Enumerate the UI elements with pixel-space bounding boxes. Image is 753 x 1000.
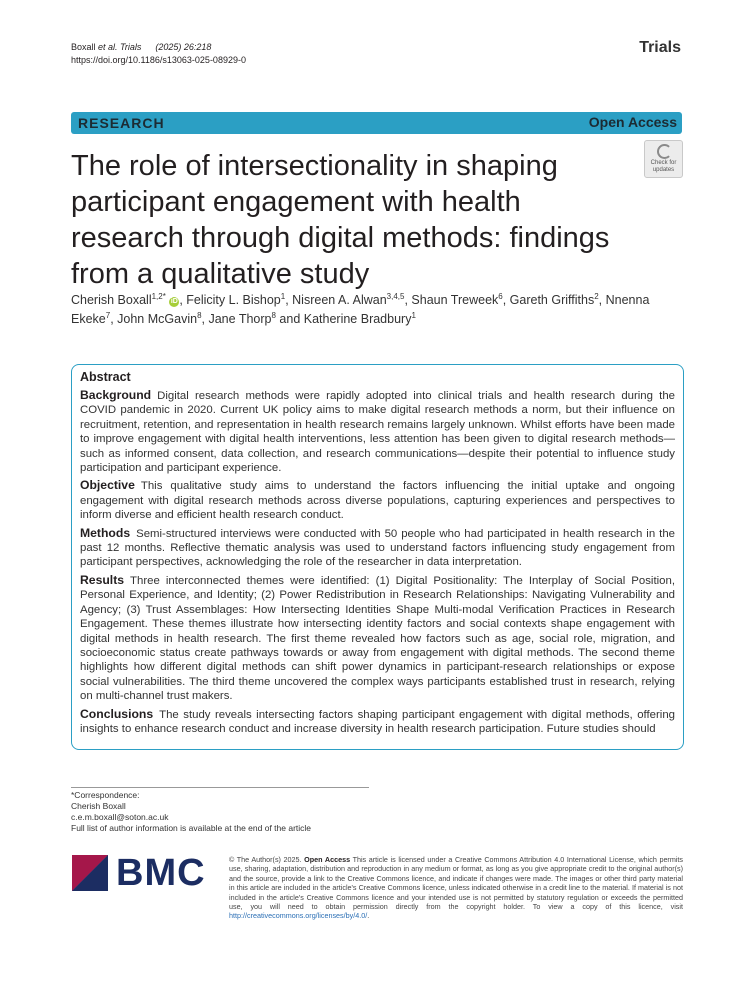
author-affiliation: 1,2*	[151, 291, 166, 301]
abstract-background: Background Digital research methods were rapidly adopted into clinical trials and health research during the COVID pandemic in 2020. Current UK policy aims to make digital research methods a norm, but their influence on recruitment, retention, and representation in health research remains largely unknown. Whilst efforts have been made to improve engagement with digital health interventions, less attention has been given to digital research methods—such as informed consent, data collection, and research communications—despite their potential to influence study participation and participant experience.	[80, 388, 675, 475]
author-affiliation: 2	[594, 291, 599, 301]
author-name: Felicity L. Bishop	[186, 293, 281, 307]
author-affiliation: 8	[271, 310, 276, 320]
abstract-heading: Abstract	[80, 370, 131, 384]
header-journal-short: et al. Trials	[98, 42, 142, 52]
header-author: Boxall	[71, 42, 99, 52]
author-name: Cherish Boxall	[71, 293, 152, 307]
author-affiliation: 1	[280, 291, 286, 301]
author-affiliation: 7	[105, 310, 111, 320]
bmc-logo-icon	[72, 855, 108, 891]
article-title: The role of intersectionality in shaping participant engagement with health research through digital methods: findings from a qualitative study	[71, 150, 610, 290]
abstract-box	[71, 364, 684, 750]
author-name: Jane Thorp	[208, 312, 272, 326]
check-for-updates-button[interactable]	[644, 140, 683, 178]
author-name: John McGavin	[117, 312, 198, 326]
footnote-divider	[71, 787, 369, 788]
check-for-updates-text: Check for updates	[650, 160, 677, 173]
author-affiliation: 3,4,5	[386, 291, 405, 301]
abstract-objective: Objective This qualitative study aims to understand the factors influencing the initial uptake and ongoing engagement with digital research methods across diverse populations, capturing experiences and perspectives to inform diverse and efficient health research conduct.	[80, 478, 675, 522]
header-doi[interactable]: https://doi.org/10.1186/s13063-025-08929-0	[71, 55, 246, 65]
license-text: © The Author(s) 2025. Open Access This article is licensed under a Creative Commons Attribution 4.0 International License, which permits use, sharing, adaptation, distribution and reproduction in any medium or format, as long as you give appropriate credit to the original author(s) and the source, provide a link to the Creative Commons licence, and indicate if changes were made. The images or other third party material in this article are included in the article's Creative Commons licence, unless indicated otherwise in a credit line to the material. If material is not included in the article's Creative Commons licence and your intended use is not permitted by statutory regulation or exceeds the permitted use, you will need to obtain permission directly from the copyright holder. To view a copy of this licence, visit http://creativecommons.org/licenses/by/4.0/.	[229, 855, 684, 921]
article-type-label: RESEARCH	[78, 115, 165, 131]
author-affiliation: 1	[411, 310, 416, 320]
correspondence-block	[71, 790, 311, 834]
author-name: Nnenna Ekeke	[71, 293, 650, 326]
author-name: Nisreen A. Alwan	[292, 293, 387, 307]
running-header	[71, 41, 246, 67]
author-info-note: Full list of author information is available at the end of the article	[71, 823, 312, 833]
correspondence-name: Cherish Boxall	[71, 801, 126, 811]
abstract-results: Results Three interconnected themes were identified: (1) Digital Positionality: The Interplay of Social Position, Personal Experience, and Identity; (2) Power Redistribution in Research Relationships: Navigating Vulnerability and Agency; (3) Trust Assemblages: How Intersecting Identities Shape Multi-modal Verification Practices in Research Engagement. These themes illustrate how intersecting identity factors and social contexts shape engagement with digital methods in health research. The first theme revealed how factors such as age, social role, migration, and socioeconomic status create pathways towards or away from engagement with digital methods. The second theme highlights how different digital methods can shift power dynamics in participant-research relationships or expose social vulnerabilities. The third theme uncovered the complex ways participants established trust in research, relying on multi-channel trust makers.	[80, 572, 675, 703]
correspondence-label: *Correspondence:	[71, 790, 140, 800]
refresh-icon	[657, 144, 672, 159]
author-affiliation: 8	[197, 310, 202, 320]
correspondence-email[interactable]: c.e.m.boxall@soton.ac.uk	[71, 812, 169, 822]
article-type-banner	[71, 112, 682, 134]
bmc-logo-text: BMC	[116, 852, 206, 894]
header-citation: (2025) 26:218	[155, 42, 212, 52]
author-name: Shaun Treweek	[411, 293, 499, 307]
author-list: Cherish Boxall$^{1,2*}$ iD , Felicity L. Bishop$^1$, Nisreen A. Alwan$^{3,4,5}$, Shaun Treweek$^6$, Gareth Griffiths$^2$, Nnenna Ekeke$^7$, John McGavin$^8$, Jane Thorp$^8$ and Katherine Bradbury$^1$	[71, 291, 650, 326]
abstract-methods: Methods Semi-structured interviews were conducted with 50 people who had participated in health research in the past 12 months. Reflective thematic analysis was used to understand factors influencing study engagement from participant perspectives, acknowledging the role of the researcher in data interpretation.	[80, 525, 675, 569]
license-link[interactable]: http://creativecommons.org/licenses/by/4.0/	[229, 911, 368, 921]
bmc-logo	[72, 852, 206, 894]
abstract-conclusions: Conclusions The study reveals intersecting factors shaping participant engagement with digital methods, offering insights to enhance research conduct and increase diversity in health research participation. Future studies should	[80, 706, 675, 735]
author-name: Katherine Bradbury	[303, 312, 412, 326]
journal-name: Trials	[639, 39, 681, 56]
author-name: Gareth Griffiths	[509, 293, 595, 307]
orcid-icon[interactable]: iD	[170, 298, 178, 305]
open-access-label: Open Access	[588, 114, 677, 130]
author-affiliation: 6	[498, 291, 503, 301]
